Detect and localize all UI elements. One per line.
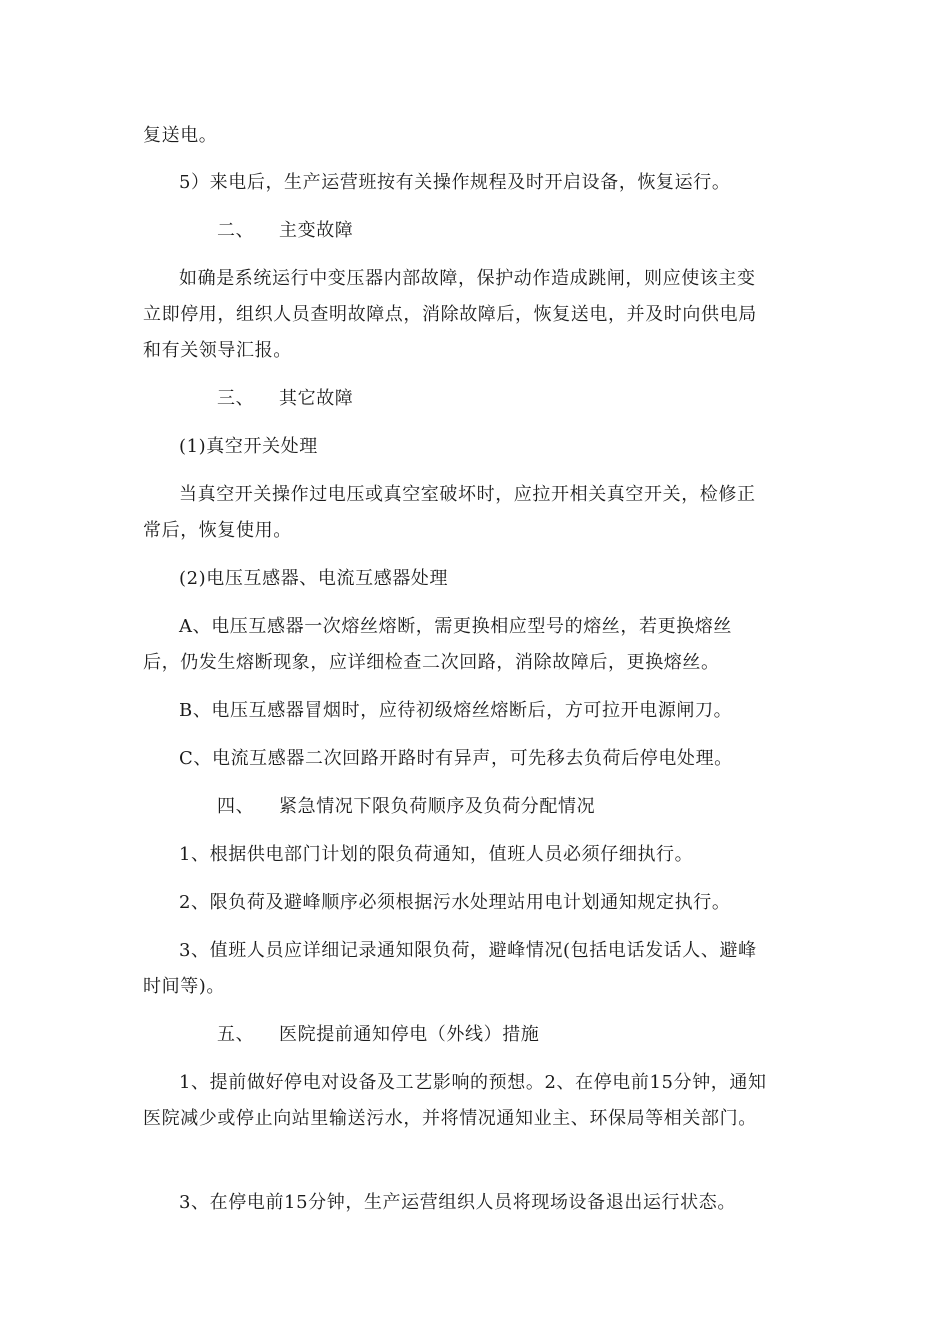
subheading-vacuum-switch: (1)真空开关处理: [179, 436, 318, 457]
section-number: 三、: [217, 388, 255, 409]
paragraph-load-limit-2: 2、限负荷及避峰顺序必须根据污水处理站用电计划通知规定执行。: [179, 892, 731, 913]
section-heading-5: [217, 1017, 777, 1053]
section-title: 紧急情况下限负荷顺序及负荷分配情况: [279, 796, 596, 817]
section-title: 其它故障: [279, 388, 354, 409]
section-number: 五、: [217, 1024, 255, 1045]
section-heading-3: [217, 381, 777, 417]
section-title: 医院提前通知停电（外线）措施: [279, 1024, 540, 1045]
paragraph-power-restored: 5）来电后，生产运营班按有关操作规程及时开启设备，恢复运行。: [179, 172, 731, 193]
section-title: 主变故障: [279, 220, 354, 241]
paragraph-continuation: 复送电。: [143, 125, 218, 146]
section-heading-4: [217, 789, 777, 825]
section-number: 二、: [217, 220, 255, 241]
paragraph-transformer-fault: 如确是系统运行中变压器内部故障，保护动作造成跳闸，则应使该主变立即停用，组织人员查明故障点，消除故障后，恢复送电，并及时向供电局和有关领导汇报。: [143, 268, 757, 361]
paragraph-load-limit-1: 1、根据供电部门计划的限负荷通知，值班人员必须仔细执行。: [179, 844, 694, 865]
paragraph-pt-fuse: A、电压互感器一次熔丝熔断，需更换相应型号的熔丝，若更换熔丝后，仍发生熔断现象，应详细检查二次回路，消除故障后，更换熔丝。: [143, 616, 732, 673]
paragraph-outage-shutdown: 3、在停电前15分钟，生产运营组织人员将现场设备退出运行状态。: [179, 1192, 736, 1213]
paragraph-ct-open: C、电流互感器二次回路开路时有异声，可先移去负荷后停电处理。: [179, 748, 733, 769]
paragraph-outage-prep: 1、提前做好停电对设备及工艺影响的预想。2、在停电前15分钟，通知医院减少或停止向站里输送污水，并将情况通知业主、环保局等相关部门。: [143, 1072, 767, 1129]
section-number: 四、: [217, 796, 255, 817]
paragraph-load-limit-3: 3、值班人员应详细记录通知限负荷，避峰情况(包括电话发话人、避峰时间等)。: [143, 940, 757, 997]
section-heading-2: [217, 213, 777, 249]
paragraph-pt-smoke: B、电压互感器冒烟时，应待初级熔丝熔断后，方可拉开电源闸刀。: [179, 700, 733, 721]
paragraph-vacuum-switch: 当真空开关操作过电压或真空室破坏时，应拉开相关真空开关，检修正常后，恢复使用。: [143, 484, 756, 541]
subheading-transformers: (2)电压互感器、电流互感器处理: [179, 568, 449, 589]
